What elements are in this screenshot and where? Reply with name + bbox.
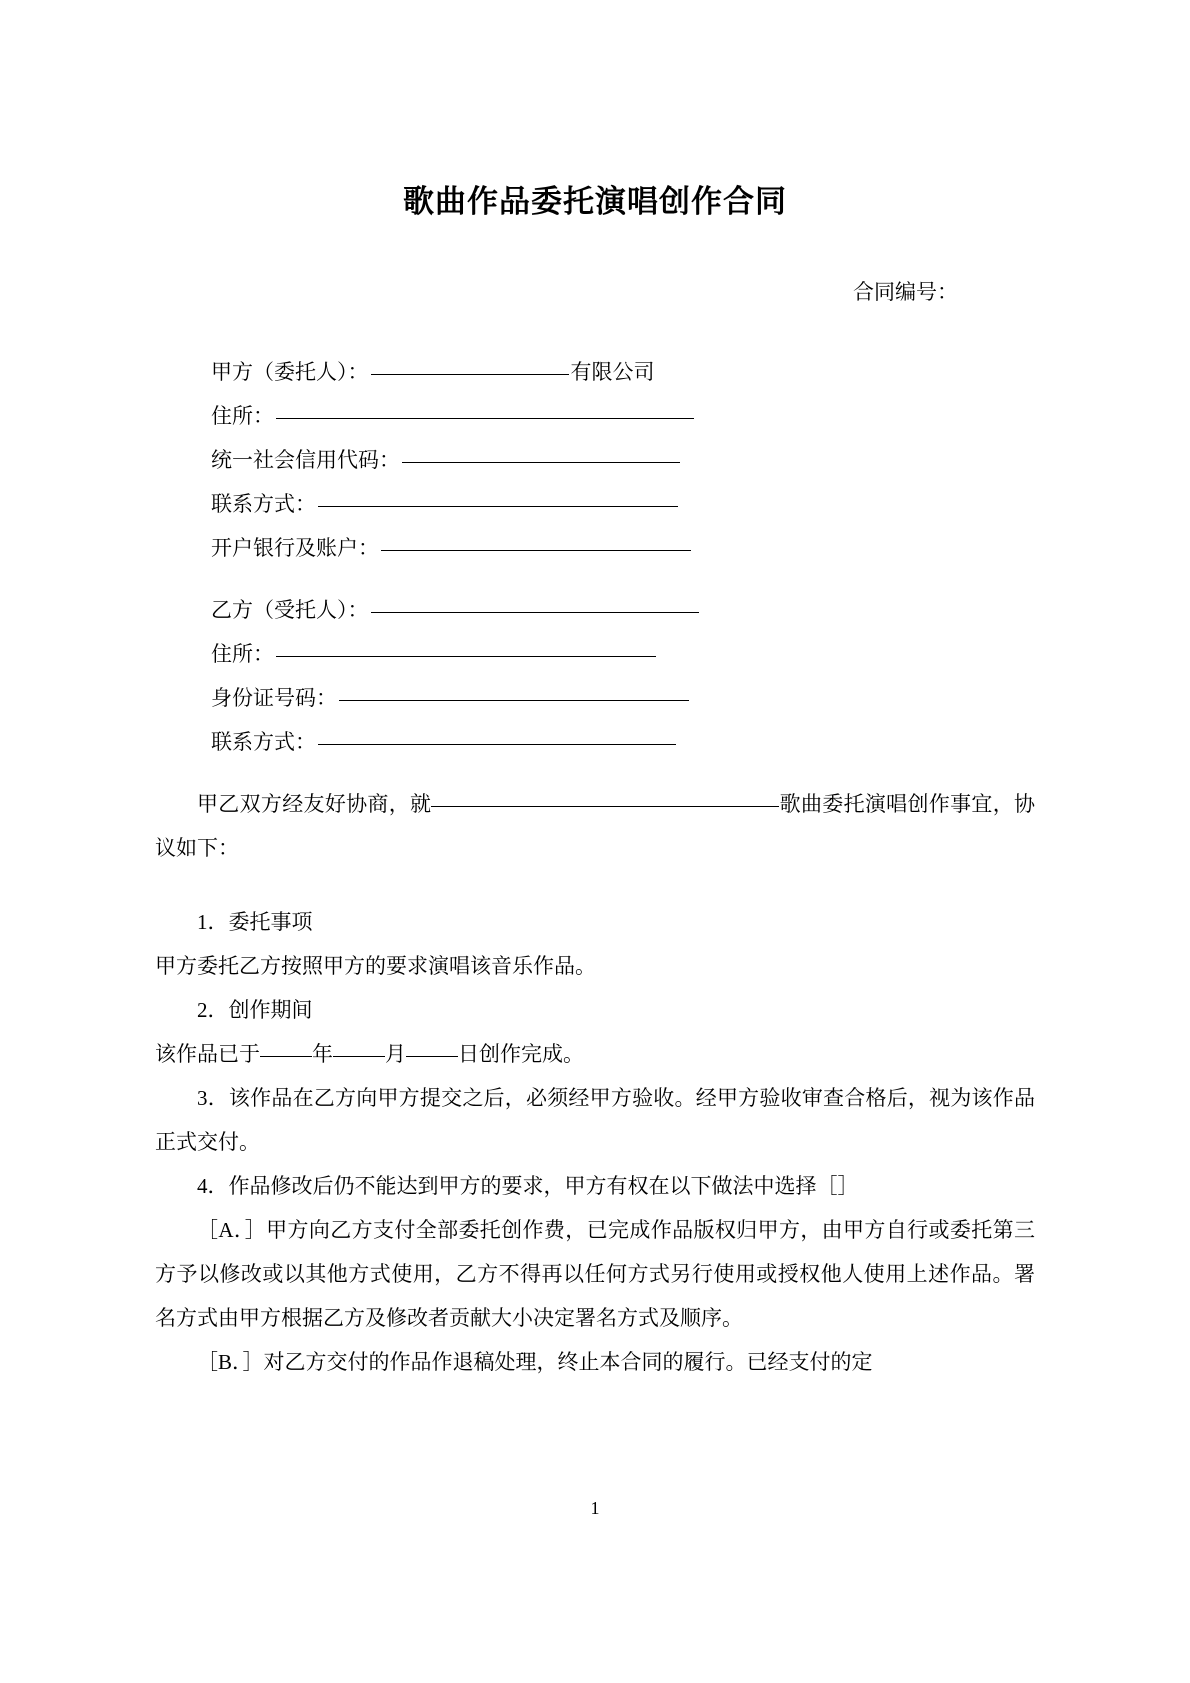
party-a-name-blank[interactable] — [371, 374, 569, 375]
clause-1-body: 甲方委托乙方按照甲方的要求演唱该音乐作品。 — [155, 954, 596, 978]
year-label: 年 — [312, 1042, 333, 1066]
party-a-address-label: 住所： — [211, 404, 274, 428]
party-a-credit-code-blank[interactable] — [402, 462, 680, 463]
field-row-party-a-bank — [211, 526, 1011, 570]
party-b-address-label: 住所： — [211, 642, 274, 666]
party-b-contact-blank[interactable] — [318, 744, 676, 745]
song-name-blank[interactable] — [431, 806, 779, 807]
page-number: 1 — [590, 1498, 600, 1518]
clause-2-heading: 2．创作期间 — [197, 998, 313, 1022]
agreement-intro-paragraph — [155, 782, 1035, 870]
day-label: 日创作完成。 — [458, 1042, 584, 1066]
clause-4-option-a: ［A．］甲方向乙方支付全部委托创作费，已完成作品版权归甲方，由甲方自行或委托第三方予以修改或以其他方式使用，乙方不得再以任何方式另行使用或授权他人使用上述作品。署名方式由甲方根据乙方及修改者贡献大小决定署名方式及顺序。 — [155, 1218, 1035, 1330]
field-row-party-a-contact — [211, 482, 1011, 526]
field-row-party-a-name — [211, 350, 1011, 394]
field-row-party-b-address — [211, 632, 1011, 676]
contract-number-label: 合同编号： — [853, 280, 958, 304]
clause-4-body: 4．作品修改后仍不能达到甲方的要求，甲方有权在以下做法中选择［］ — [197, 1174, 859, 1198]
clause-2-prefix: 该作品已于 — [155, 1042, 260, 1066]
agreement-intro-after: 歌曲委托演唱创作事宜，协议如下： — [155, 792, 1036, 860]
party-a-credit-code-label: 统一社会信用代码： — [211, 448, 400, 472]
clause-3-body: 3．该作品在乙方向甲方提交之后，必须经甲方验收。经甲方验收审查合格后，视为该作品正式交付。 — [155, 1086, 1035, 1154]
field-row-party-b-id — [211, 676, 1011, 720]
field-row-party-b-name — [211, 588, 1011, 632]
party-a-bank-label: 开户银行及账户： — [211, 536, 379, 560]
contract-body — [155, 782, 1035, 1384]
agreement-intro-before: 甲乙双方经友好协商，就 — [197, 792, 432, 816]
party-a-contact-label: 联系方式： — [211, 492, 316, 516]
party-a-address-blank[interactable] — [276, 418, 694, 419]
month-blank[interactable] — [333, 1056, 385, 1057]
year-blank[interactable] — [260, 1056, 312, 1057]
party-a-bank-blank[interactable] — [381, 550, 691, 551]
party-a-name-label: 甲方（委托人）： — [211, 360, 369, 384]
page-title: 歌曲作品委托演唱创作合同 — [403, 184, 787, 219]
party-b-id-blank[interactable] — [339, 700, 689, 701]
clause-2-body — [155, 1032, 1035, 1076]
party-a-contact-blank[interactable] — [318, 506, 678, 507]
party-b-name-blank[interactable] — [371, 612, 699, 613]
day-blank[interactable] — [406, 1056, 458, 1057]
party-b-block — [211, 588, 1011, 764]
party-a-name-suffix: 有限公司 — [570, 360, 655, 384]
party-b-id-label: 身份证号码： — [211, 686, 337, 710]
party-b-contact-label: 联系方式： — [211, 730, 316, 754]
field-row-party-b-contact — [211, 720, 1011, 764]
party-b-address-blank[interactable] — [276, 656, 656, 657]
field-row-party-a-credit-code — [211, 438, 1011, 482]
clause-1-heading: 1．委托事项 — [197, 910, 313, 934]
field-row-party-a-address — [211, 394, 1011, 438]
party-b-name-label: 乙方（受托人）： — [211, 598, 369, 622]
party-a-block — [211, 350, 1011, 570]
clause-4-option-b: ［B．］对乙方交付的作品作退稿处理，终止本合同的履行。已经支付的定 — [197, 1350, 873, 1374]
month-label: 月 — [385, 1042, 406, 1066]
